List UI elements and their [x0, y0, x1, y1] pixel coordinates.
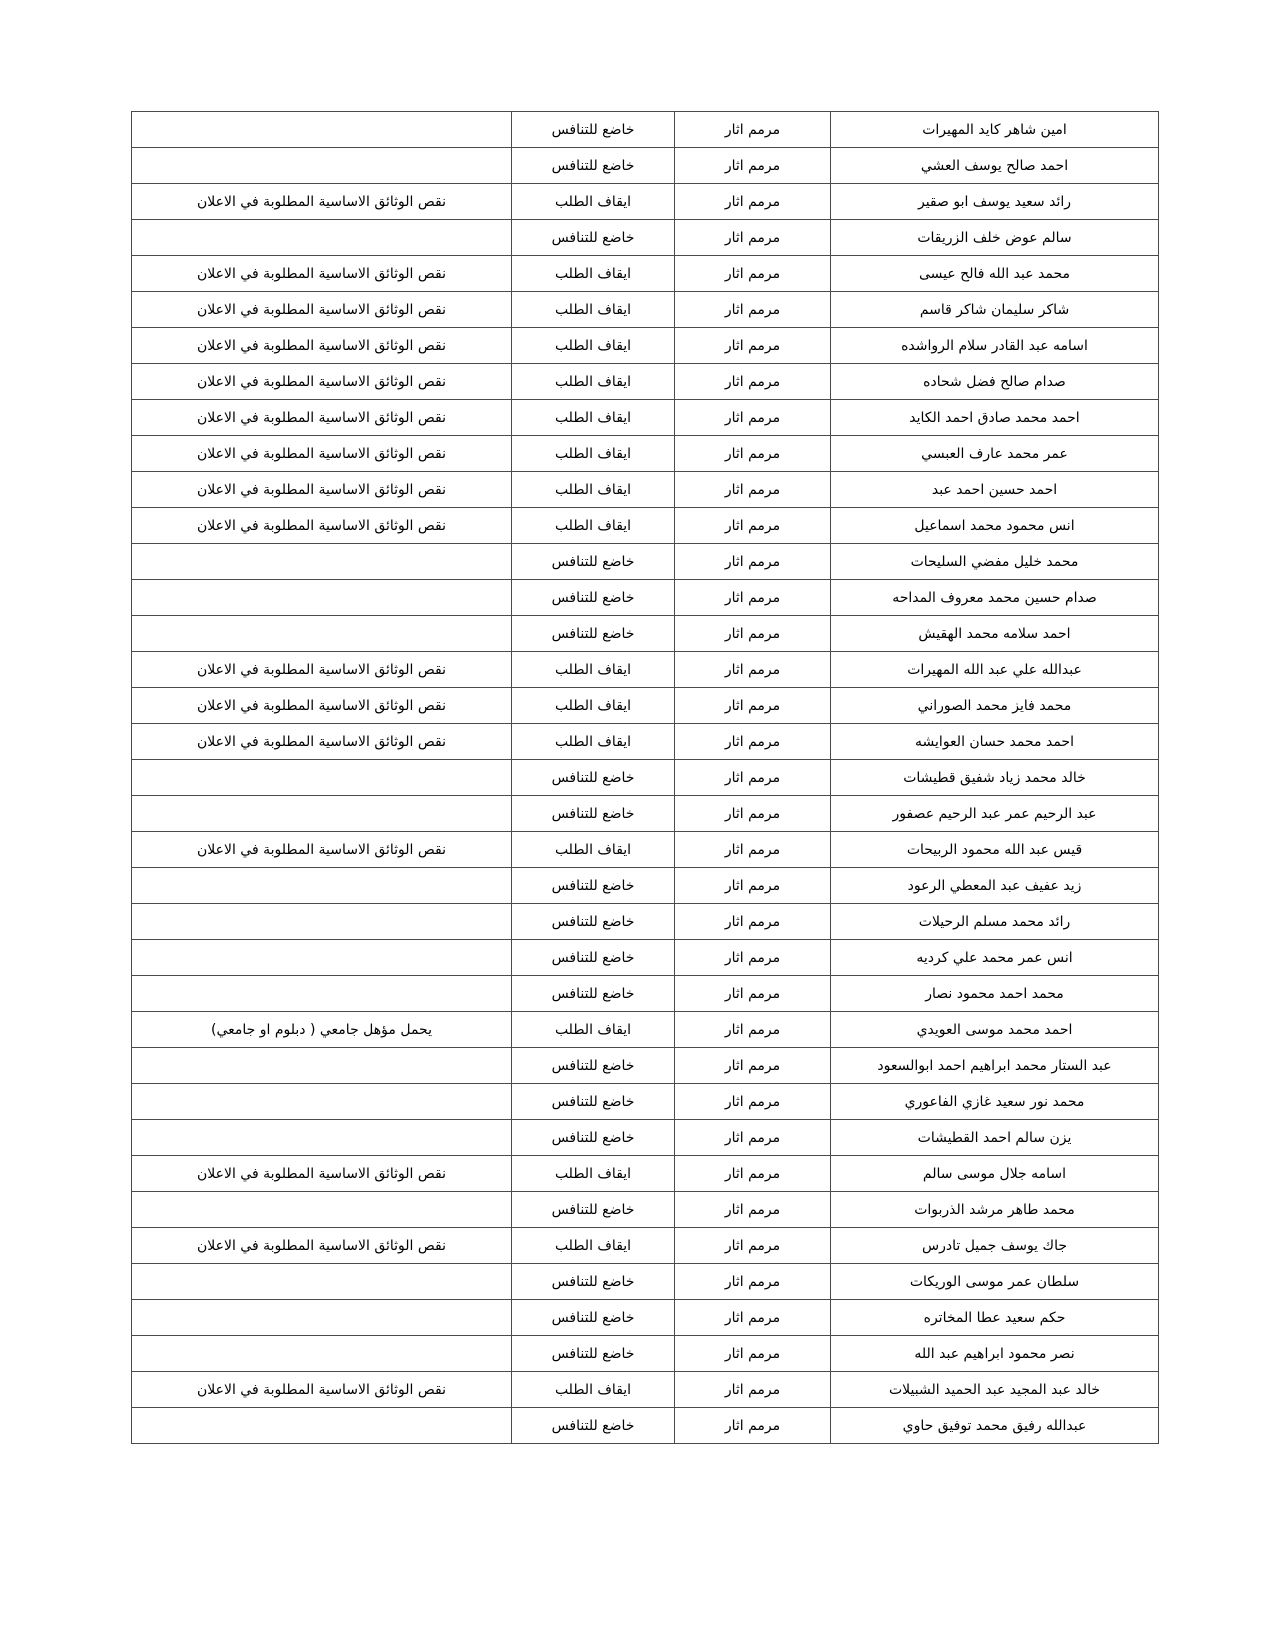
job-title-cell: مرمم اثار [675, 868, 831, 904]
status-cell: ايقاف الطلب [512, 364, 675, 400]
status-cell: خاضع للتنافس [512, 976, 675, 1012]
applicant-name-cell: يزن سالم احمد القطيشات [831, 1120, 1159, 1156]
note-cell [132, 868, 512, 904]
job-title-cell: مرمم اثار [675, 472, 831, 508]
table-row [132, 292, 1159, 328]
job-title-cell: مرمم اثار [675, 436, 831, 472]
job-title-cell: مرمم اثار [675, 1228, 831, 1264]
job-title-cell: مرمم اثار [675, 1120, 831, 1156]
applicant-name-cell: محمد خليل مفضي السليحات [831, 544, 1159, 580]
table-row [132, 328, 1159, 364]
note-cell: نقص الوثائق الاساسية المطلوبة في الاعلان [132, 292, 512, 328]
job-title-cell: مرمم اثار [675, 328, 831, 364]
note-cell: نقص الوثائق الاساسية المطلوبة في الاعلان [132, 724, 512, 760]
status-cell: خاضع للتنافس [512, 1300, 675, 1336]
applicant-name-cell: عبدالله رفيق محمد توفيق حاوي [831, 1408, 1159, 1444]
applicant-name-cell: سالم عوض خلف الزريقات [831, 220, 1159, 256]
status-cell: خاضع للتنافس [512, 616, 675, 652]
applicant-name-cell: انس محمود محمد اسماعيل [831, 508, 1159, 544]
note-cell [132, 1408, 512, 1444]
note-cell [132, 1300, 512, 1336]
job-title-cell: مرمم اثار [675, 1264, 831, 1300]
note-cell [132, 940, 512, 976]
note-cell [132, 976, 512, 1012]
table-row [132, 148, 1159, 184]
status-cell: ايقاف الطلب [512, 436, 675, 472]
table-row [132, 1048, 1159, 1084]
status-cell: خاضع للتنافس [512, 1120, 675, 1156]
note-cell [132, 796, 512, 832]
note-cell [132, 1192, 512, 1228]
job-title-cell: مرمم اثار [675, 1300, 831, 1336]
table-row [132, 1336, 1159, 1372]
note-cell [132, 904, 512, 940]
status-cell: خاضع للتنافس [512, 220, 675, 256]
job-title-cell: مرمم اثار [675, 1372, 831, 1408]
note-cell [132, 148, 512, 184]
status-cell: خاضع للتنافس [512, 1408, 675, 1444]
job-title-cell: مرمم اثار [675, 1012, 831, 1048]
note-cell [132, 760, 512, 796]
status-cell: خاضع للتنافس [512, 868, 675, 904]
job-title-cell: مرمم اثار [675, 796, 831, 832]
status-cell: ايقاف الطلب [512, 508, 675, 544]
job-title-cell: مرمم اثار [675, 1336, 831, 1372]
note-cell: نقص الوثائق الاساسية المطلوبة في الاعلان [132, 256, 512, 292]
table-row [132, 1408, 1159, 1444]
status-cell: ايقاف الطلب [512, 688, 675, 724]
applicant-name-cell: خالد عبد المجيد عبد الحميد الشبيلات [831, 1372, 1159, 1408]
note-cell: نقص الوثائق الاساسية المطلوبة في الاعلان [132, 184, 512, 220]
job-title-cell: مرمم اثار [675, 400, 831, 436]
table-row [132, 1084, 1159, 1120]
job-title-cell: مرمم اثار [675, 616, 831, 652]
applicant-name-cell: زيد عفيف عبد المعطي الرعود [831, 868, 1159, 904]
job-title-cell: مرمم اثار [675, 760, 831, 796]
applicant-name-cell: احمد محمد موسى العويدي [831, 1012, 1159, 1048]
applicants-table [131, 111, 1159, 1444]
table-row [132, 220, 1159, 256]
job-title-cell: مرمم اثار [675, 1408, 831, 1444]
applicant-name-cell: محمد طاهر مرشد الذربوات [831, 1192, 1159, 1228]
status-cell: ايقاف الطلب [512, 832, 675, 868]
applicant-name-cell: عمر محمد عارف العبسي [831, 436, 1159, 472]
note-cell: نقص الوثائق الاساسية المطلوبة في الاعلان [132, 508, 512, 544]
status-cell: خاضع للتنافس [512, 1192, 675, 1228]
table-row [132, 364, 1159, 400]
job-title-cell: مرمم اثار [675, 688, 831, 724]
job-title-cell: مرمم اثار [675, 364, 831, 400]
job-title-cell: مرمم اثار [675, 832, 831, 868]
table-row [132, 472, 1159, 508]
table-row [132, 904, 1159, 940]
note-cell: يحمل مؤهل جامعي ( دبلوم او جامعي) [132, 1012, 512, 1048]
status-cell: ايقاف الطلب [512, 472, 675, 508]
note-cell: نقص الوثائق الاساسية المطلوبة في الاعلان [132, 688, 512, 724]
applicant-name-cell: سلطان عمر موسى الوريكات [831, 1264, 1159, 1300]
job-title-cell: مرمم اثار [675, 976, 831, 1012]
applicant-name-cell: احمد سلامه محمد الهقيش [831, 616, 1159, 652]
status-cell: ايقاف الطلب [512, 1156, 675, 1192]
job-title-cell: مرمم اثار [675, 256, 831, 292]
note-cell: نقص الوثائق الاساسية المطلوبة في الاعلان [132, 1156, 512, 1192]
table-row [132, 868, 1159, 904]
note-cell [132, 1336, 512, 1372]
note-cell: نقص الوثائق الاساسية المطلوبة في الاعلان [132, 364, 512, 400]
note-cell [132, 112, 512, 148]
note-cell [132, 1048, 512, 1084]
note-cell: نقص الوثائق الاساسية المطلوبة في الاعلان [132, 436, 512, 472]
status-cell: ايقاف الطلب [512, 256, 675, 292]
status-cell: خاضع للتنافس [512, 1336, 675, 1372]
table-row [132, 832, 1159, 868]
job-title-cell: مرمم اثار [675, 544, 831, 580]
table-row [132, 436, 1159, 472]
status-cell: خاضع للتنافس [512, 1048, 675, 1084]
status-cell: ايقاف الطلب [512, 400, 675, 436]
applicant-name-cell: محمد نور سعيد غازي الفاعوري [831, 1084, 1159, 1120]
status-cell: ايقاف الطلب [512, 328, 675, 364]
note-cell: نقص الوثائق الاساسية المطلوبة في الاعلان [132, 1372, 512, 1408]
note-cell [132, 580, 512, 616]
status-cell: خاضع للتنافس [512, 148, 675, 184]
applicant-name-cell: احمد حسين احمد عبد [831, 472, 1159, 508]
applicant-name-cell: اسامه عبد القادر سلام الرواشده [831, 328, 1159, 364]
status-cell: ايقاف الطلب [512, 652, 675, 688]
status-cell: ايقاف الطلب [512, 1228, 675, 1264]
applicant-name-cell: احمد محمد صادق احمد الكايد [831, 400, 1159, 436]
applicant-name-cell: احمد محمد حسان العوايشه [831, 724, 1159, 760]
table-row [132, 976, 1159, 1012]
note-cell [132, 220, 512, 256]
table-row [132, 544, 1159, 580]
table-row [132, 1372, 1159, 1408]
applicant-name-cell: رائد سعيد يوسف ابو صقير [831, 184, 1159, 220]
status-cell: ايقاف الطلب [512, 1372, 675, 1408]
status-cell: ايقاف الطلب [512, 292, 675, 328]
applicant-name-cell: جاك يوسف جميل تادرس [831, 1228, 1159, 1264]
applicant-name-cell: عبد الستار محمد ابراهيم احمد ابوالسعود [831, 1048, 1159, 1084]
table-row [132, 112, 1159, 148]
table-row [132, 1156, 1159, 1192]
applicant-name-cell: شاكر سليمان شاكر قاسم [831, 292, 1159, 328]
table-row [132, 1012, 1159, 1048]
applicant-name-cell: احمد صالح يوسف العشي [831, 148, 1159, 184]
job-title-cell: مرمم اثار [675, 1192, 831, 1228]
note-cell: نقص الوثائق الاساسية المطلوبة في الاعلان [132, 472, 512, 508]
applicant-name-cell: محمد فايز محمد الصوراني [831, 688, 1159, 724]
job-title-cell: مرمم اثار [675, 184, 831, 220]
table-row [132, 1300, 1159, 1336]
table-row [132, 256, 1159, 292]
status-cell: خاضع للتنافس [512, 544, 675, 580]
table-row [132, 400, 1159, 436]
status-cell: ايقاف الطلب [512, 1012, 675, 1048]
table-row [132, 724, 1159, 760]
status-cell: خاضع للتنافس [512, 760, 675, 796]
status-cell: خاضع للتنافس [512, 940, 675, 976]
applicant-name-cell: عبدالله علي عبد الله المهيرات [831, 652, 1159, 688]
table-row [132, 184, 1159, 220]
table-row [132, 652, 1159, 688]
job-title-cell: مرمم اثار [675, 904, 831, 940]
table-row [132, 796, 1159, 832]
table-row [132, 508, 1159, 544]
table-row [132, 580, 1159, 616]
applicant-name-cell: محمد عبد الله فالح عيسى [831, 256, 1159, 292]
note-cell [132, 616, 512, 652]
job-title-cell: مرمم اثار [675, 112, 831, 148]
note-cell: نقص الوثائق الاساسية المطلوبة في الاعلان [132, 1228, 512, 1264]
table-row [132, 1192, 1159, 1228]
applicant-name-cell: عبد الرحيم عمر عبد الرحيم عصفور [831, 796, 1159, 832]
note-cell: نقص الوثائق الاساسية المطلوبة في الاعلان [132, 400, 512, 436]
job-title-cell: مرمم اثار [675, 1048, 831, 1084]
job-title-cell: مرمم اثار [675, 1156, 831, 1192]
note-cell: نقص الوثائق الاساسية المطلوبة في الاعلان [132, 652, 512, 688]
note-cell: نقص الوثائق الاساسية المطلوبة في الاعلان [132, 832, 512, 868]
applicant-name-cell: اسامه جلال موسى سالم [831, 1156, 1159, 1192]
job-title-cell: مرمم اثار [675, 148, 831, 184]
note-cell [132, 544, 512, 580]
table-row [132, 1120, 1159, 1156]
applicant-name-cell: قيس عبد الله محمود الربيحات [831, 832, 1159, 868]
job-title-cell: مرمم اثار [675, 580, 831, 616]
job-title-cell: مرمم اثار [675, 1084, 831, 1120]
note-cell [132, 1264, 512, 1300]
status-cell: خاضع للتنافس [512, 904, 675, 940]
table-row [132, 940, 1159, 976]
table-row [132, 1228, 1159, 1264]
applicant-name-cell: نصر محمود ابراهيم عبد الله [831, 1336, 1159, 1372]
applicant-name-cell: محمد احمد محمود نصار [831, 976, 1159, 1012]
status-cell: ايقاف الطلب [512, 184, 675, 220]
status-cell: خاضع للتنافس [512, 112, 675, 148]
applicant-name-cell: حكم سعيد عطا المخاتره [831, 1300, 1159, 1336]
applicant-name-cell: خالد محمد زياد شفيق قطيشات [831, 760, 1159, 796]
status-cell: خاضع للتنافس [512, 580, 675, 616]
note-cell [132, 1120, 512, 1156]
table-row [132, 616, 1159, 652]
table-row [132, 1264, 1159, 1300]
status-cell: خاضع للتنافس [512, 1084, 675, 1120]
note-cell: نقص الوثائق الاساسية المطلوبة في الاعلان [132, 328, 512, 364]
applicant-name-cell: امين شاهر كايد المهيرات [831, 112, 1159, 148]
job-title-cell: مرمم اثار [675, 940, 831, 976]
job-title-cell: مرمم اثار [675, 508, 831, 544]
job-title-cell: مرمم اثار [675, 724, 831, 760]
status-cell: خاضع للتنافس [512, 1264, 675, 1300]
applicants-table-body [132, 112, 1159, 1444]
job-title-cell: مرمم اثار [675, 652, 831, 688]
status-cell: ايقاف الطلب [512, 724, 675, 760]
applicant-name-cell: صدام صالح فضل شحاده [831, 364, 1159, 400]
applicant-name-cell: انس عمر محمد علي كرديه [831, 940, 1159, 976]
job-title-cell: مرمم اثار [675, 220, 831, 256]
table-row [132, 688, 1159, 724]
table-row [132, 760, 1159, 796]
note-cell [132, 1084, 512, 1120]
applicant-name-cell: رائد محمد مسلم الرحيلات [831, 904, 1159, 940]
applicant-name-cell: صدام حسين محمد معروف المداحه [831, 580, 1159, 616]
job-title-cell: مرمم اثار [675, 292, 831, 328]
status-cell: خاضع للتنافس [512, 796, 675, 832]
